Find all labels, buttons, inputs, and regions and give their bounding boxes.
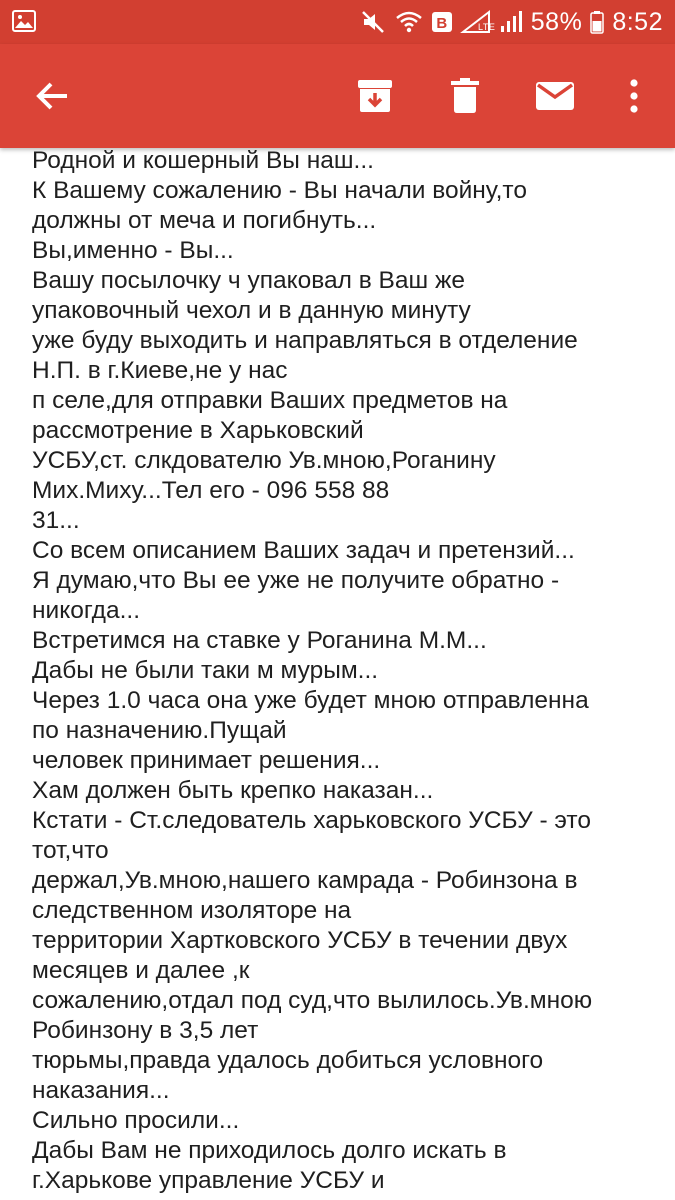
message-line: человек принимает решения... bbox=[32, 747, 381, 774]
message-line: Вы,именно - Вы... bbox=[32, 237, 234, 264]
message-line: Дабы не были таки м мурым... bbox=[32, 657, 379, 684]
delete-button[interactable] bbox=[439, 70, 491, 122]
status-bar bbox=[0, 0, 675, 44]
battery-percent: 58% bbox=[530, 7, 583, 36]
message-line: следственном изоляторе на bbox=[32, 897, 352, 924]
message-line: Дабы Вам не приходилось долго искать в bbox=[32, 1137, 507, 1164]
message-line: 31... bbox=[32, 507, 80, 534]
message-line: рассмотрение в Харьковский bbox=[32, 417, 364, 444]
message-line: г.Харькове управление УСБУ и bbox=[32, 1167, 385, 1194]
message-line: Я думаю,что Вы ее уже не получите обратно - bbox=[32, 567, 560, 594]
clock: 8:52 bbox=[612, 7, 663, 36]
message-line: п селе,для отправки Ваших предметов на bbox=[32, 387, 508, 414]
message-line: Мих.Миху...Тел его - 096 558 88 bbox=[32, 477, 390, 504]
message-line: Н.П. в г.Киеве,не у нас bbox=[32, 357, 288, 384]
message-line: Хам должен быть крепко наказан... bbox=[32, 777, 434, 804]
app-bar bbox=[0, 44, 675, 148]
status-icons bbox=[361, 0, 663, 44]
mark-unread-button[interactable] bbox=[529, 70, 581, 122]
mute-icon bbox=[361, 10, 387, 34]
message-body bbox=[32, 148, 652, 1196]
message-line: уже буду выходить и направляться в отделение bbox=[32, 327, 578, 354]
message-line: должны от меча и погибнуть... bbox=[32, 207, 377, 234]
data-saver-icon bbox=[431, 10, 453, 34]
message-line: сожалению,отдал под суд,что вылилось.Ув.мною bbox=[32, 987, 593, 1014]
archive-button[interactable] bbox=[349, 70, 401, 122]
message-line: УСБУ,ст. слкдователю Ув.мною,Роганину bbox=[32, 447, 496, 474]
message-line: Встретимся на ставке у Роганина М.М... bbox=[32, 627, 487, 654]
message-line: упаковочный чехол и в данную минуту bbox=[32, 297, 471, 324]
message-line: Родной и кошерный Вы наш... bbox=[32, 147, 374, 174]
svg-text:B: B bbox=[436, 15, 448, 32]
more-options-button[interactable] bbox=[608, 70, 660, 122]
archive-icon bbox=[357, 79, 393, 113]
svg-text:LTE: LTE bbox=[477, 22, 496, 32]
message-line: территории Хартковского УСБУ в течении двух bbox=[32, 927, 568, 954]
more-vert-icon bbox=[629, 79, 639, 113]
message-line: Робинзону в 3,5 лет bbox=[32, 1017, 259, 1044]
message-line: К Вашему сожалению - Вы начали войну,то bbox=[32, 177, 527, 204]
message-line: Кстати - Ст.следователь харьковского УСБУ - это bbox=[32, 807, 591, 834]
message-line: держал,Ув.мною,нашего камрада - Робинзона в bbox=[32, 867, 578, 894]
trash-icon bbox=[450, 78, 480, 114]
arrow-back-icon bbox=[35, 81, 69, 111]
message-line: никогда... bbox=[32, 597, 141, 624]
message-line: месяцев и далее ,к bbox=[32, 957, 250, 984]
message-line: Сильно просили... bbox=[32, 1107, 240, 1134]
signal-lte-icon bbox=[461, 10, 496, 34]
message-line: по назначению.Пущай bbox=[32, 717, 287, 744]
signal-icon bbox=[499, 10, 523, 34]
back-button[interactable] bbox=[26, 70, 78, 122]
message-line: тюрьмы,правда удалось добиться условного bbox=[32, 1047, 544, 1074]
message-line: Вашу посылочку ч упаковал в Ваш же bbox=[32, 267, 465, 294]
wifi-icon bbox=[395, 10, 423, 34]
mail-icon bbox=[535, 81, 575, 111]
message-line: Через 1.0 часа она уже будет мною отправленна bbox=[32, 687, 589, 714]
battery-icon bbox=[590, 10, 604, 34]
gallery-notification-icon bbox=[12, 10, 36, 32]
message-line: Со всем описанием Ваших задач и претензий... bbox=[32, 537, 575, 564]
message-line: наказания... bbox=[32, 1077, 170, 1104]
message-line: тот,что bbox=[32, 837, 109, 864]
